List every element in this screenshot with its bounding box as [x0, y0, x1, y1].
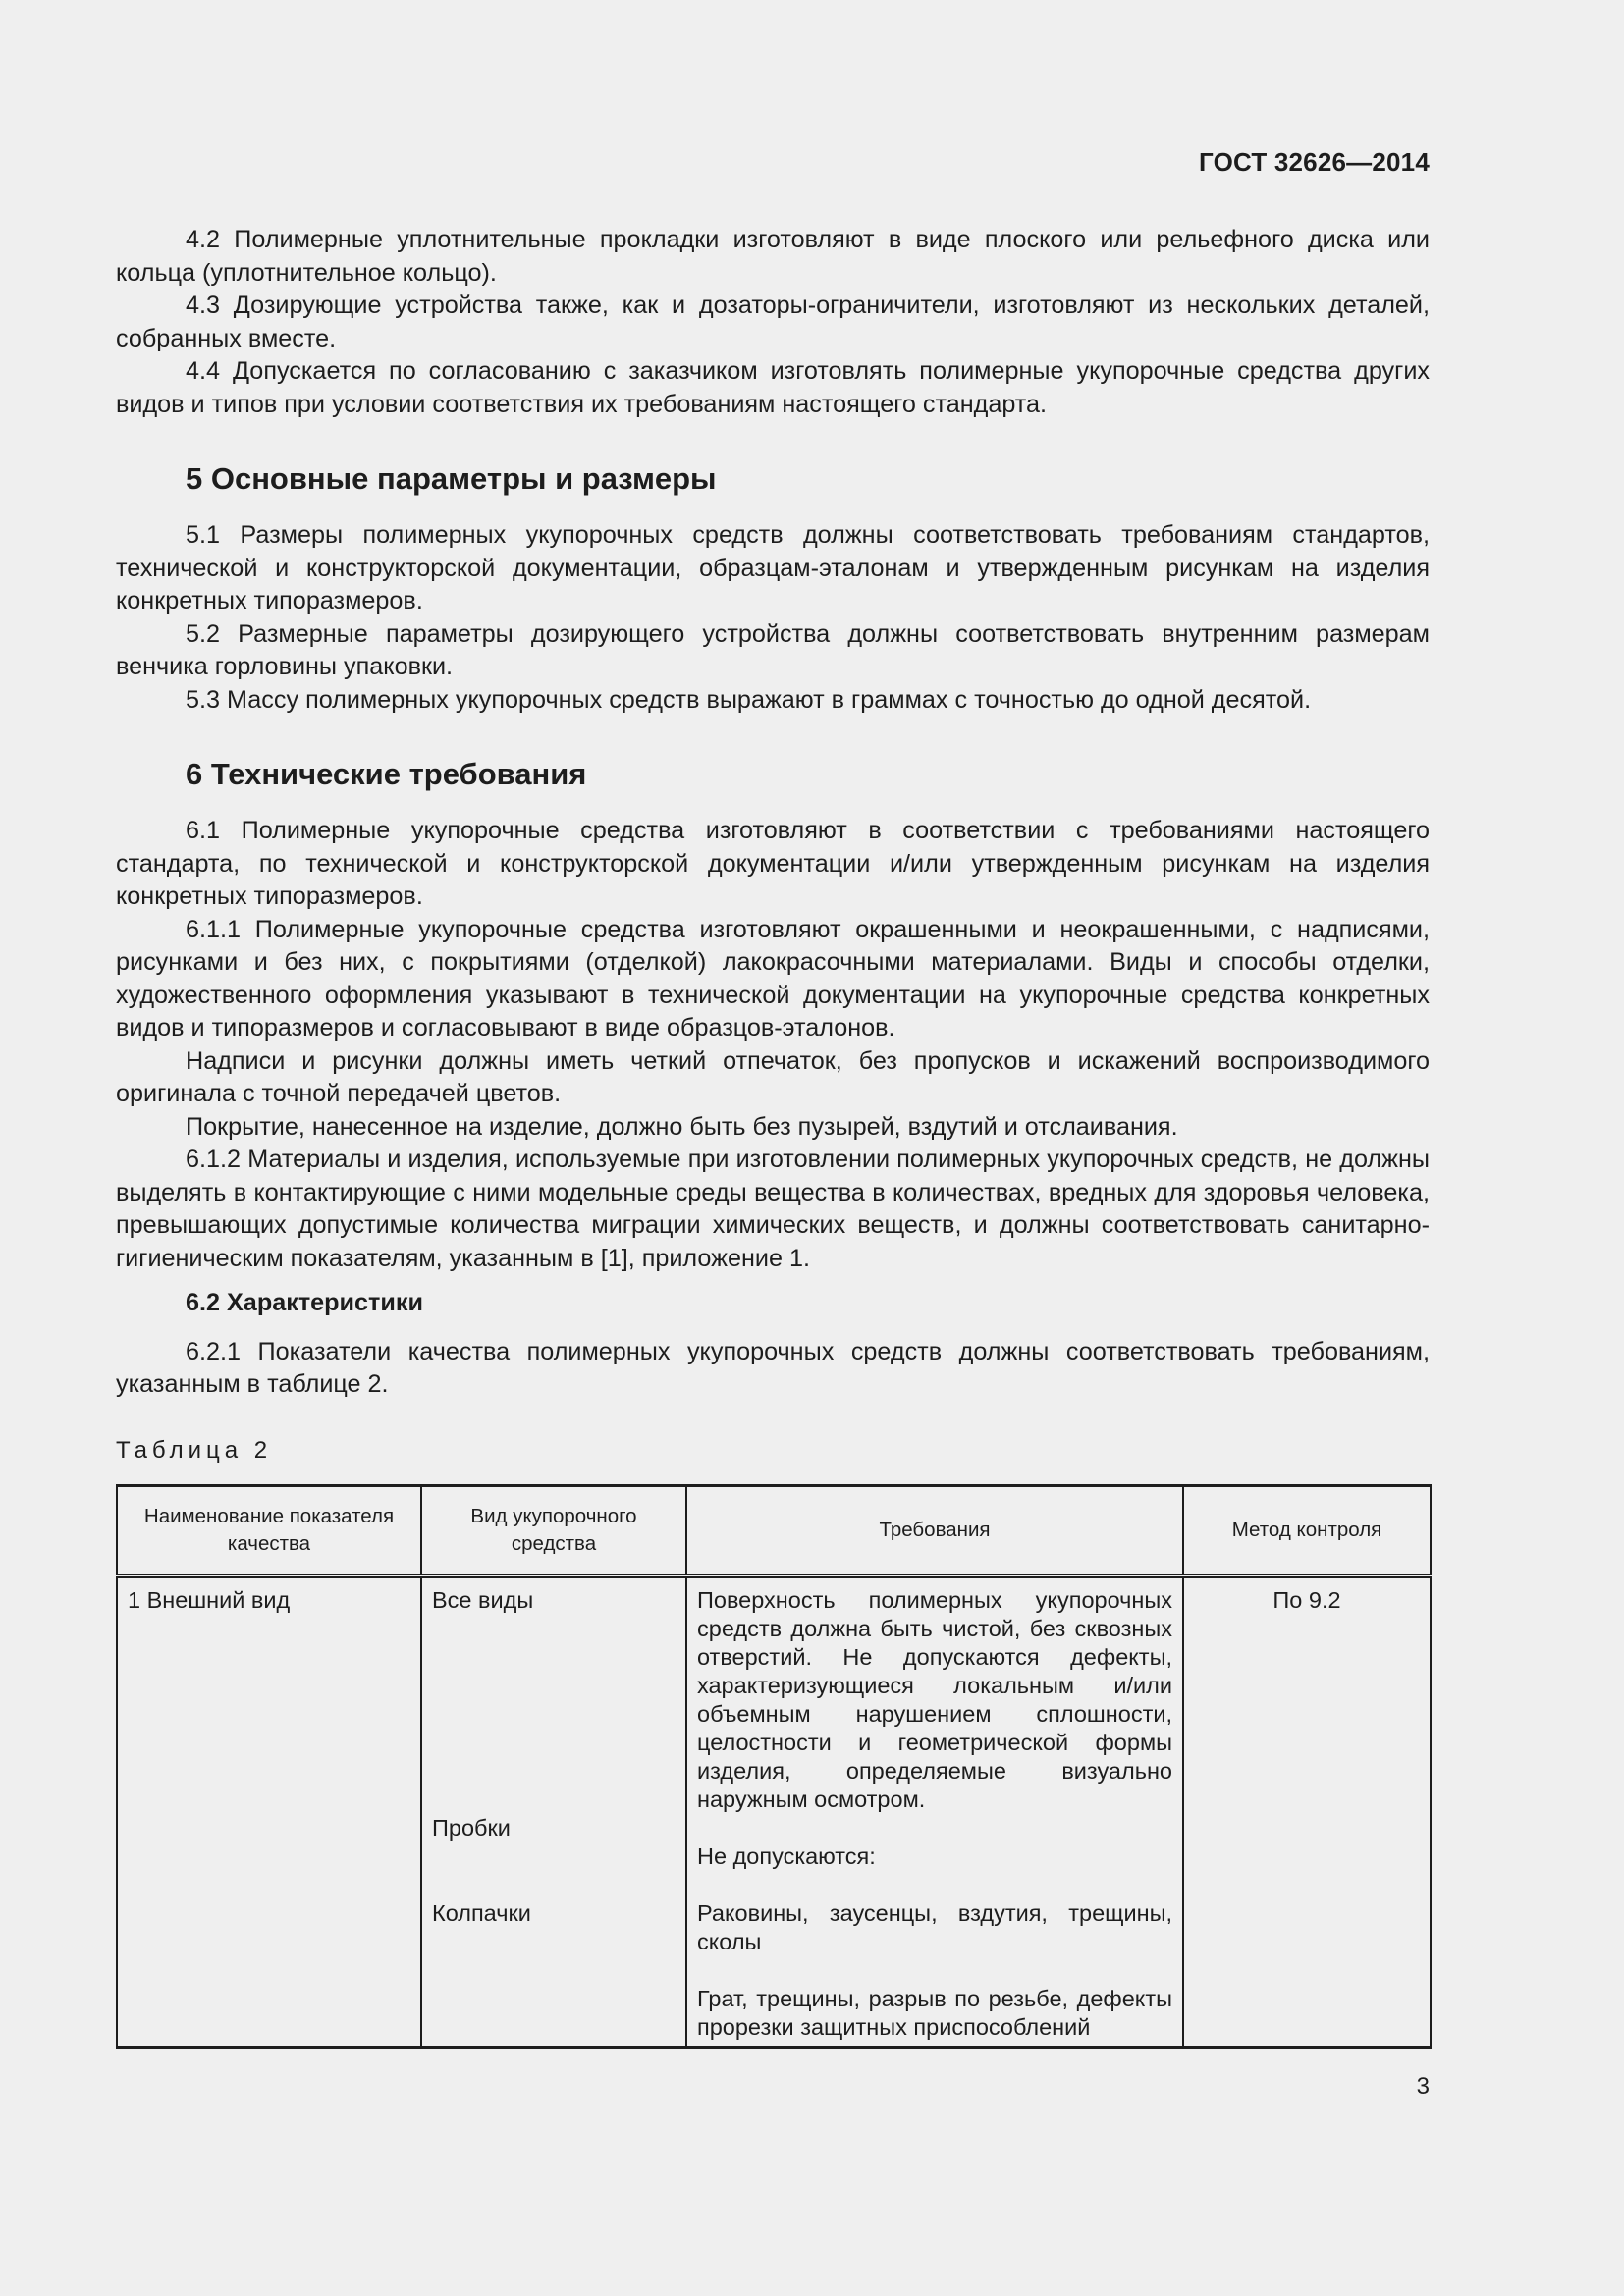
- paragraph-6-1-1-print: Надписи и рисунки должны иметь четкий отпечаток, без пропусков и искажений воспроизводимого оригинала с точной передачей цветов.: [116, 1046, 1430, 1107]
- header-requirements: Требования: [686, 1485, 1183, 1575]
- header-closure-type: Вид укупорочного средства: [421, 1485, 686, 1575]
- paragraph-6-1-1-coating: Покрытие, нанесенное на изделие, должно быть без пузырей, вздутий и отслаивания.: [186, 1112, 1178, 1141]
- cell-closure-type: [421, 1575, 686, 2047]
- subsection-6-2-heading: 6.2 Характеристики: [186, 1289, 423, 1316]
- indicator-appearance: 1 Внешний вид: [128, 1586, 291, 1613]
- paragraph-6-1: 6.1 Полимерные укупорочные средства изготовляют в соответствии с требованиями настоящего стандарта, по технической и конструкторской документации и/или утвержденным рисункам на изделия конкретных типоразмеров.: [116, 817, 1430, 910]
- paragraph-6-2-1: 6.2.1 Показатели качества полимерных укупорочных средств должны соответствовать требованиям, указанным в таблице 2.: [116, 1337, 1430, 1398]
- requirement-all-types: Поверхность полимерных укупорочных средств должна быть чистой, без сквозных отверстий. Не допускаются дефекты, характеризующиеся локальным и/или объемным нарушением сплошности, целостности и геометрической формы изделия, определяемые визуально наружным осмотром.: [697, 1586, 1172, 1812]
- table-caption: Таблица 2: [116, 1436, 273, 1464]
- paragraph-6-1-2: 6.1.2 Материалы и изделия, используемые при изготовлении полимерных укупорочных средств, не должны выделять в контактирующие с ними модельные среды вещества в количествах, вредных для здоровья человека, превышающих допустимые количества миграции химических веществ, и должны соответствовать санитарно-гигиеническим показателям, указанным в [1], приложение 1.: [116, 1146, 1430, 1272]
- closure-plugs: Пробки: [432, 1814, 511, 1841]
- closure-all-types: Все виды: [432, 1586, 534, 1613]
- requirements-table: [116, 1484, 1432, 2049]
- paragraph-4-2: 4.2 Полимерные уплотнительные прокладки изготовляют в виде плоского или рельефного диска или кольца (уплотнительное кольцо).: [116, 226, 1430, 287]
- paragraph-5-3: 5.3 Массу полимерных укупорочных средств выражают в граммах с точностью до одной десятой.: [186, 685, 1312, 714]
- header-method: Метод контроля: [1183, 1485, 1431, 1575]
- table-header-row: [117, 1485, 1431, 1575]
- standard-code-header: ГОСТ 32626—2014: [1199, 147, 1430, 177]
- document-body: [116, 224, 1430, 2049]
- requirement-not-allowed-label: Не допускаются:: [697, 1842, 876, 1869]
- paragraph-5-1: 5.1 Размеры полимерных укупорочных средств должны соответствовать требованиям стандартов, технической и конструкторской документации, образцам-эталонам и утвержденным рисункам на изделия конкретных типоразмеров.: [116, 521, 1430, 614]
- paragraph-6-1-1: 6.1.1 Полимерные укупорочные средства изготовляют окрашенными и неокрашенными, с надписями, рисунками и без них, с покрытиями (отделкой) лакокрасочными материалами. Виды и способы отделки, художественного оформления указывают в технической документации на укупорочные средства конкретных видов и типоразмеров и согласовывают в виде образцов-эталонов.: [116, 915, 1430, 1041]
- paragraph-5-2: 5.2 Размерные параметры дозирующего устройства должны соответствовать внутренним размерам венчика горловины упаковки.: [116, 619, 1430, 680]
- page-number: 3: [1416, 2073, 1430, 2100]
- cell-requirements: [686, 1575, 1183, 2047]
- header-indicator: Наименование показателя качества: [117, 1485, 421, 1575]
- closure-caps: Колпачки: [432, 1899, 531, 1926]
- method-reference: По 9.2: [1272, 1586, 1341, 1613]
- cell-method: [1183, 1575, 1431, 2047]
- section-5-heading: 5 Основные параметры и размеры: [186, 461, 717, 496]
- paragraph-4-3: 4.3 Дозирующие устройства также, как и дозаторы-ограничители, изготовляют из нескольких деталей, собранных вместе.: [116, 292, 1430, 352]
- paragraph-4-4: 4.4 Допускается по согласованию с заказчиком изготовлять полимерные укупорочные средства других видов и типов при условии соответствия их требованиям настоящего стандарта.: [116, 357, 1430, 418]
- section-6-heading: 6 Технические требования: [186, 757, 587, 791]
- requirement-plugs: Раковины, заусенцы, вздутия, трещины, сколы: [697, 1899, 1172, 1954]
- cell-indicator: [117, 1575, 421, 2047]
- requirement-caps: Грат, трещины, разрыв по резьбе, дефекты прорезки защитных приспособлений: [697, 1985, 1172, 2040]
- table-row: [117, 1575, 1431, 2047]
